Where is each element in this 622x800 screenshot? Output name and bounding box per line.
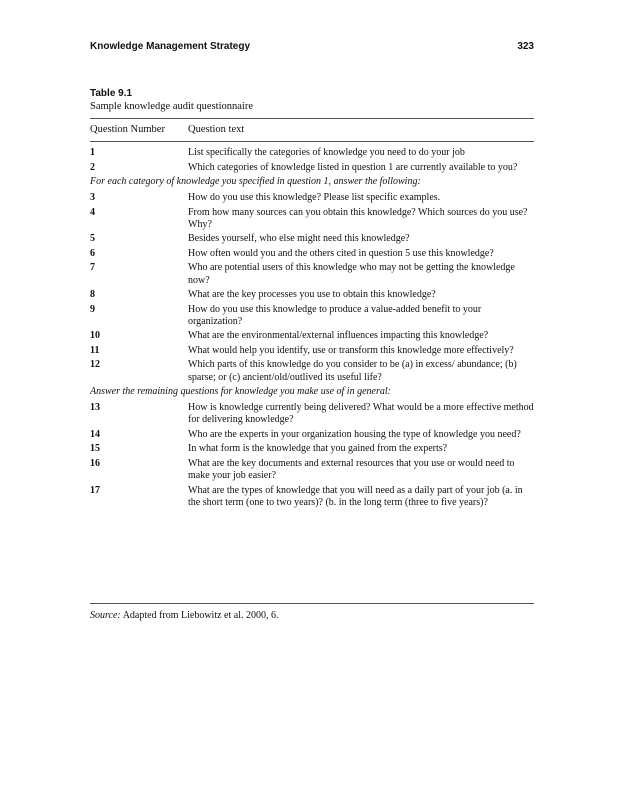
row-group-a [90, 147, 534, 174]
question-number: 1 [90, 147, 95, 158]
source-text: Adapted from Liebowitz et al. 2000, 6. [122, 610, 279, 621]
table-row [90, 330, 534, 342]
column-header-number: Question Number [90, 124, 165, 135]
row-group-c [90, 402, 534, 509]
question-number: 11 [90, 344, 100, 356]
row-group-b [90, 192, 534, 384]
question-text: Who are the experts in your organization housing the type of knowledge you need? [188, 428, 521, 440]
question-text: Which parts of this knowledge do you consider to be (a) in excess/ abundance; (b) sparse; or (c) ancient/old/outlived its useful life? [188, 359, 517, 383]
table-row [90, 162, 534, 174]
question-text: Who are potential users of this knowledge who may not be getting the knowledge now? [188, 262, 515, 286]
question-number: 3 [90, 192, 95, 204]
table-row [90, 304, 534, 328]
table-label: Table 9.1 [90, 88, 133, 99]
table-row [90, 233, 534, 245]
question-text: Which categories of knowledge listed in question 1 are currently available to you? [188, 161, 518, 173]
question-text: What are the key documents and external resources that you use or would need to make your job easier? [188, 457, 515, 482]
question-text: What are the types of knowledge that you will need as a daily part of your job (a. in the short term (one to two years)? (b. in the long term (three to five years)? [188, 484, 523, 508]
question-text: How is knowledge currently being delivered? What would be a more effective method for delivering knowledge? [188, 402, 534, 426]
question-number: 8 [90, 289, 95, 301]
table-row [90, 147, 534, 159]
table-source [90, 610, 278, 621]
table-row [90, 485, 534, 509]
table-row [90, 262, 534, 286]
question-text: Besides yourself, who else might need this knowledge? [188, 233, 410, 245]
question-number: 16 [90, 457, 100, 469]
page-number: 323 [517, 41, 534, 52]
question-number: 7 [90, 262, 95, 274]
question-text: In what form is the knowledge that you gained from the experts? [188, 443, 448, 455]
table-row [90, 345, 534, 357]
table-row [90, 248, 534, 260]
table-row [90, 192, 534, 204]
question-text: What are the key processes you use to obtain this knowledge? [188, 289, 436, 301]
table-row [90, 289, 534, 301]
table-row [90, 429, 534, 441]
question-text: How often would you and the others cited in question 5 use this knowledge? [188, 247, 494, 259]
source-label: Source: [90, 610, 121, 621]
question-text: What would help you identify, use or transform this knowledge more effectively? [188, 344, 514, 356]
question-number: 4 [90, 206, 95, 218]
table-body [90, 147, 534, 511]
table-row [90, 458, 534, 482]
question-number: 14 [90, 428, 100, 440]
question-number: 17 [90, 484, 100, 496]
question-text: How do you use this knowledge? Please list specific examples. [188, 192, 441, 204]
section-note-1: For each category of knowledge you specified in question 1, answer the following: [90, 176, 421, 187]
table-bottom-rule [90, 603, 534, 604]
section-note-2: Answer the remaining questions for knowledge you make use of in general: [90, 386, 391, 398]
table-header-rule [90, 141, 534, 142]
header-title: Knowledge Management Strategy [90, 41, 251, 52]
question-number: 13 [90, 402, 100, 414]
table-row [90, 443, 534, 455]
question-text: List specifically the categories of knowledge you need to do your job [188, 147, 465, 158]
question-text: How do you use this knowledge to produce a value-added benefit to your organization? [188, 303, 482, 327]
question-number: 5 [90, 233, 95, 245]
question-number: 2 [90, 161, 95, 173]
table-row [90, 359, 534, 383]
table-row [90, 207, 534, 231]
question-number: 9 [90, 303, 95, 315]
column-header-text: Question text [188, 124, 245, 135]
question-number: 12 [90, 359, 100, 371]
question-text: From how many sources can you obtain this knowledge? Which sources do you use? Why? [188, 206, 528, 230]
table-row [90, 402, 534, 426]
table-top-rule [90, 118, 534, 119]
question-number: 15 [90, 443, 100, 455]
question-text: What are the environmental/external influences impacting this knowledge? [188, 330, 489, 342]
question-number: 10 [90, 330, 100, 342]
question-number: 6 [90, 247, 95, 259]
table-caption: Sample knowledge audit questionnaire [90, 101, 254, 112]
